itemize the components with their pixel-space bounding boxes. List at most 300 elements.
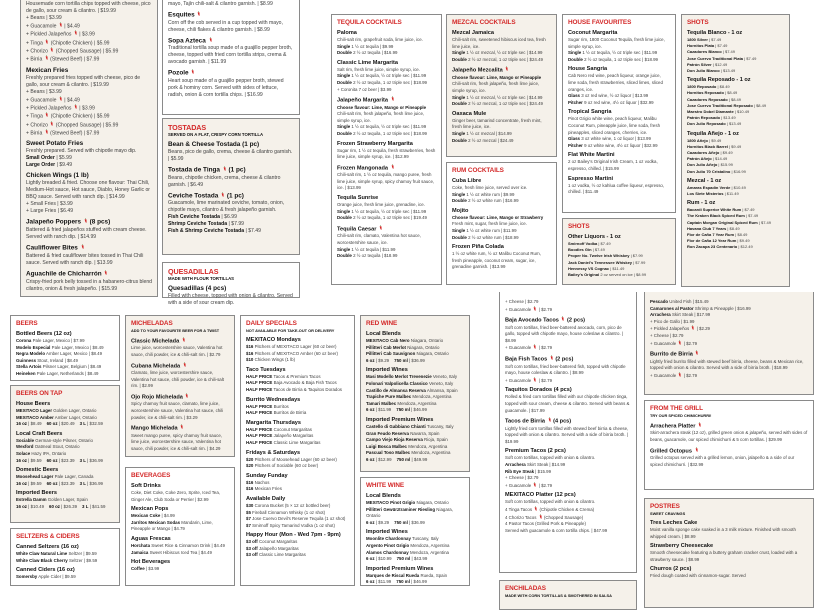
line-label: Double [337, 215, 352, 221]
line-text: Nachos [254, 479, 270, 485]
menu-line [246, 440, 349, 447]
item-title: Canned Ciders (16 oz) [16, 567, 75, 574]
price-value: | $43.99 [411, 556, 428, 562]
chili-pepper-icon [698, 422, 701, 430]
menu-line [568, 136, 670, 143]
menu-item [16, 567, 114, 581]
line-label: Pitcher [568, 99, 583, 105]
line-text: | $12.49 [712, 61, 728, 67]
item-name [505, 355, 631, 363]
line-text: | $3.99 [145, 566, 160, 572]
item-name [505, 417, 631, 425]
item-title: Tequila Blanco - 1 oz [687, 30, 743, 36]
menu-line [26, 112, 152, 120]
line-text: 9 oz red wine, 4½ oz liquor | $32.99 [584, 99, 654, 105]
menu-item [168, 11, 294, 34]
line-text: Almansa, Spain [426, 387, 458, 393]
line-text: 2 ½ oz tequila, 1 oz triple sec | $18.99 [584, 56, 659, 62]
menu-line [246, 374, 349, 381]
menu-line [337, 253, 436, 260]
item-name [366, 529, 464, 536]
line-text: | $9.49 [737, 238, 750, 244]
section-title: SHOTS [687, 19, 709, 26]
menu-line: + Coronita 7 oz beer | $3.99 [337, 86, 392, 92]
line-text: + Guacamole [505, 377, 532, 383]
menu-item [687, 77, 784, 127]
menu-item [246, 367, 349, 394]
menu-item [26, 218, 152, 241]
menu-line [26, 155, 152, 162]
menu-line [16, 574, 114, 581]
price-size: 6 oz [366, 456, 375, 462]
menu-item [452, 208, 551, 241]
price-size: 60 oz [49, 503, 60, 509]
item-description: 2 oz Bailey's Original Irish Cream, 1 oz vodka, espresso, chilled. | $15.99 [568, 159, 658, 171]
chili-pepper-icon [183, 362, 186, 370]
item-description: Chili-salt rim, clamato, Valentina hot sauce, worcestershire sauce, ice. [337, 233, 421, 245]
item-description: Spicy chamoy fruit sauce, clamato, lime juice, worcestershire sauce, Valentina hot sauce, chili powder, ice & chili-salt rim. | $3.29 [131, 401, 224, 420]
item-name [452, 178, 551, 185]
line-text: | $2.79 [538, 482, 553, 488]
menu-line [568, 143, 670, 150]
menu-item [337, 30, 436, 57]
menu-line [568, 50, 670, 57]
line-text: | $15.99 [718, 162, 733, 168]
item-title: Tequila Reposado - 1 oz [687, 77, 751, 84]
menu-line [16, 481, 114, 488]
menu-item [366, 529, 464, 562]
menu-line [337, 209, 436, 216]
price-value: | $36.99 [409, 357, 425, 363]
line-text: | $3.99 [79, 31, 95, 38]
item-description: 1 oz vodka, ½ oz kahlua coffee liqueur, espresso, chilled. | $11.49 [568, 182, 665, 195]
item-title: Sopa Azteca [168, 37, 206, 45]
item-name [650, 447, 808, 455]
line-label: Single [452, 50, 466, 56]
section-title: WHITE WINE [366, 482, 405, 489]
price-value: | $26.39 [61, 503, 78, 509]
line-text: | $8.49 [728, 96, 741, 102]
price-value: | $49.99 [411, 456, 428, 462]
item-name [366, 367, 464, 374]
line-label: Luigi Bosca Malbec [366, 443, 407, 449]
menu-item [366, 367, 464, 414]
item-description: Skirt-arrachera steak (12 oz), grilled green onion & jalapeño, served with sides of beans, guacamole, our spiced chimichurri & 5 corn tortillas. | $29.99 [650, 430, 808, 443]
menu-line [16, 338, 114, 345]
chili-pepper-icon [180, 424, 183, 432]
item-title: Strawberry Cheesecake [650, 543, 714, 550]
section-title: BEERS [16, 320, 38, 327]
line-label: Hornitos Black Barrel [687, 143, 728, 149]
menu-line [246, 516, 349, 523]
line-label: Single [337, 43, 351, 49]
item-name [505, 387, 631, 394]
line-label: $3 off [246, 539, 258, 545]
line-label: HALF PRICE [246, 433, 273, 439]
item-name [168, 37, 294, 46]
price-value: | $9.29 [375, 519, 390, 525]
line-text: Jose Cuervo Devil's Reserve Tequila (1 oz shot) [252, 516, 346, 522]
item-title: Bottled Beers (12 oz) [16, 331, 72, 337]
line-text: (Chopped Sausage) [543, 514, 584, 520]
price-option [47, 481, 75, 486]
menu-line [16, 408, 114, 415]
menu-line [452, 50, 551, 57]
price-value: | $9.59 [28, 480, 42, 486]
line-text: 1 ½ oz tequila | $9.99 [351, 43, 394, 49]
menu-line [650, 312, 808, 319]
price-value: | $10.49 [28, 503, 45, 509]
line-text: Veneto, Italy [428, 380, 454, 386]
section-subtitle: TRY OUR SPICED CHIMICHURRI! [650, 413, 712, 418]
menu-item [168, 69, 294, 99]
price-option [47, 458, 75, 463]
menu-line: + Cheese | $2.79 [650, 332, 684, 338]
line-text: + Guacamole [650, 372, 677, 378]
line-text: Pitchers of MEXITACO Lager (60 oz beer) [254, 344, 337, 349]
line-label: Single [452, 227, 466, 233]
menu-line [366, 407, 464, 414]
menu-item [337, 96, 436, 137]
menu-line [452, 215, 551, 222]
line-text: 2 ½ oz tequila, 1 oz triple sec | $18.99 [353, 131, 428, 137]
menu-line [16, 451, 114, 458]
menu-item [337, 141, 436, 161]
line-label: Smirnoff Vodka [568, 241, 598, 246]
item-name [246, 367, 349, 374]
menu-section-beers [10, 315, 120, 381]
item-title: Imported Premium Wines [366, 416, 434, 423]
price-option [80, 421, 103, 426]
item-title: Sweet Potato Fries [26, 140, 84, 148]
section-title: RUM COCKTAILS [452, 167, 504, 174]
menu-line [246, 410, 349, 417]
menu-item [26, 67, 152, 138]
line-label: Rib Eye Steak [505, 468, 535, 474]
item-name [168, 285, 294, 293]
menu-line [366, 431, 464, 438]
menu-line [687, 169, 784, 175]
item-title: Fridays & Saturdays [246, 449, 301, 456]
menu-line [366, 394, 464, 401]
menu-item [26, 0, 152, 64]
item-name [366, 331, 464, 338]
item-title: Grilled Octopus [650, 448, 692, 455]
item-title: Ojo Rojo Michelada [131, 394, 183, 401]
chili-pepper-icon [533, 377, 536, 385]
item-description: Soft corn tortillas, fried beer-battered avocado, corn, pico de gallo, topped with chipotle mayo, house coleslaw & cilantro. | $8.99 [505, 324, 624, 343]
item-description: Chili-salt rim, sweetened hibiscus iced tea, fresh lime juice, ice. [452, 37, 546, 49]
line-text: | $8.49 [717, 84, 730, 90]
item-description: Ginger beer, tamarind concentrate, fresh mint, fresh lime juice, ice. [452, 117, 542, 130]
item-title: Local Craft Beers [16, 430, 63, 437]
price-option [16, 421, 42, 426]
menu-line [26, 30, 152, 38]
line-label: Coffee [131, 566, 145, 572]
line-text: Mendoza, Argentina [409, 549, 449, 555]
menu-line [337, 124, 436, 131]
line-label: $10 [246, 357, 254, 363]
line-text: | $8.49 [735, 232, 748, 238]
line-text: Pale Lager, Netherlands | $8.49 [36, 370, 99, 376]
menu-item [131, 393, 229, 421]
line-text: Baja Avocado & Baja Fish Tacos [273, 380, 337, 386]
item-description: Lightly breaded & fried. Choose one flavour: Thai Chili, Medium-Hot sauce, Hot sauce, Diablo, Honey Garlic or BBQ sauce. Served with ranch dip. | $14.99 [26, 180, 150, 201]
menu-line [246, 404, 349, 411]
menu-item [168, 166, 294, 189]
item-description: Sweet mango puree, spicy chamoy fruit sauce, lime juice, worcestershire sauce, Valentina hot sauce, chili powder, ice & chili-salt rim. | $4.29 [131, 432, 223, 451]
line-label: Hennessy VS Cognac [568, 265, 610, 271]
chili-pepper-icon [221, 192, 224, 200]
price-value: | $8.49 [28, 421, 42, 427]
menu-line: + Beans | $3.99 [26, 88, 62, 95]
line-label: Double [452, 198, 467, 204]
item-name [168, 69, 294, 78]
item-title: Bean & Cheese Tostada (1 pc) [168, 141, 260, 148]
menu-section-beers-on-tap [10, 385, 120, 523]
line-label: Patrón Reposado [687, 115, 721, 121]
line-label: HALF PRICE [246, 386, 273, 392]
line-text: + Birria [26, 56, 43, 63]
menu-line [246, 457, 349, 464]
menu-item [568, 234, 670, 278]
line-text: Skirt Steak | $17.99 [671, 312, 711, 318]
menu-item [168, 285, 294, 307]
line-text: | $7.49 [758, 219, 771, 225]
item-name [168, 141, 294, 149]
menu-item [505, 448, 631, 489]
menu-line: + Beans | $3.99 [26, 15, 62, 21]
menu-line [650, 306, 808, 313]
menu-line [366, 556, 464, 563]
chili-pepper-icon [50, 121, 53, 129]
menu-section-burritos [644, 292, 814, 395]
line-label: Corona [16, 338, 32, 343]
price-size: 750 ml [394, 357, 408, 363]
menu-item [16, 431, 114, 464]
price-size: 16 oz [16, 457, 27, 463]
item-name [26, 67, 152, 75]
line-text: | $2.29 [696, 326, 711, 332]
item-description: Corn off the cob served in a cup topped with mayo, cheese, chili flakes & cilantro garnish. | $8.99 [168, 19, 283, 33]
chili-pepper-icon [197, 11, 200, 19]
menu-line: + Pico de Gallo | $1.99 [650, 318, 695, 324]
item-description: Lightly fried burrito filled with stewed beef birria, cheese, beans & Mexican rice, topped with onion & cilantro. Served with a side of birria broth. | $18.99 [650, 358, 804, 371]
menu-line [687, 244, 784, 250]
item-title: Mexican Pops [131, 506, 169, 513]
line-text: | $2.79 [538, 377, 553, 383]
menu-item [452, 66, 551, 107]
line-label: Havana Club 7 Years [687, 225, 727, 231]
line-text: Pale Lager, Mexico | $8.49 [51, 344, 104, 350]
item-title: Cubana Michelada [131, 363, 181, 370]
line-label: Single [337, 208, 351, 214]
item-title: Margarita Thursdays [246, 419, 302, 426]
line-text: | $7.49 [709, 37, 722, 42]
price-value: | $12.99 [375, 456, 392, 462]
line-label: Mexican Coke [131, 513, 161, 519]
price-option [366, 520, 389, 525]
item-description: Grilled octopus served with a grilled lemon, onion, jalapeño & a side of our spiced chimichurri. | $32.99 [650, 455, 795, 467]
menu-line [366, 351, 464, 358]
price-value: | $23.39 [58, 457, 75, 463]
line-text: (Chopped Sausage) | $5.99 [55, 122, 119, 129]
chili-pepper-icon [695, 447, 698, 455]
menu-line [26, 55, 152, 63]
chili-pepper-icon [505, 66, 508, 74]
menu-line [131, 520, 229, 533]
item-description: Freshly prepared. Served with chipotle mayo dip. [26, 148, 137, 155]
line-text: | $8.49 [727, 225, 740, 231]
menu-line [16, 421, 114, 428]
section-title: QUESADILLAS [168, 267, 219, 276]
chili-pepper-icon [533, 482, 536, 490]
item-title: Imported Wines [366, 529, 408, 536]
chili-pepper-icon [391, 164, 394, 172]
line-text: + Tinga [26, 113, 43, 120]
menu-line [16, 458, 114, 465]
line-text: + Pickled Jalapeños [26, 105, 72, 112]
price-option [394, 520, 425, 525]
item-name [568, 152, 670, 159]
price-size: 60 oz [46, 421, 58, 427]
menu-line [246, 344, 349, 351]
menu-item [452, 111, 551, 144]
item-name [687, 131, 784, 138]
item-title: Jalapeño Margarita [337, 97, 388, 104]
price-option [16, 504, 44, 509]
price-value: | $11.99 [375, 407, 392, 413]
menu-line [452, 57, 551, 64]
menu-item [366, 331, 464, 364]
line-label: Wexford [16, 444, 34, 450]
menu-item [131, 559, 229, 573]
item-name [26, 244, 152, 253]
line-label: MEXITACO Lager [16, 408, 53, 413]
line-label: HALF PRICE [246, 410, 273, 416]
menu-line [568, 57, 670, 64]
menu-section-shots-tequila [681, 14, 790, 287]
section-subtitle: ADD TO YOUR FAVOURITE BEER FOR A TWIST [131, 328, 220, 333]
item-name [452, 208, 551, 215]
item-title: Imported Beers [16, 490, 58, 497]
price-size: 6 oz [366, 407, 375, 413]
price-option [16, 481, 42, 486]
line-label: $3 off [246, 552, 258, 558]
item-description: Soft corn tortillas, fried beer-battered fish, topped with chipotle mayo, house coleslaw & cilantro. | $8.99 [505, 363, 626, 376]
price-option [396, 579, 427, 584]
price-option [80, 458, 103, 463]
item-description: Smooth cheesecake featuring a buttery graham cracker crust, loaded with a strawberry sauce. | $8.99 [650, 550, 798, 562]
menu-item [168, 1, 294, 8]
item-name [366, 417, 464, 424]
line-text: Stout, Ireland | $8.49 [37, 357, 78, 363]
line-text: | $6.99 [221, 214, 237, 221]
menu-line [246, 523, 349, 530]
item-name [337, 30, 436, 37]
line-label: Trapiche Pure Malbec [366, 394, 412, 400]
item-title: Chicken Wings (1 lb) [26, 172, 89, 180]
item-name [16, 567, 114, 574]
item-name [452, 30, 551, 37]
section-title: SELTZERS & CIDERS [16, 533, 80, 540]
menu-line [16, 345, 114, 352]
line-text: Niagara, Ontario [410, 338, 444, 343]
line-label: Hornitos Plata [687, 43, 715, 49]
line-label: Los Siete Misterios [687, 191, 724, 197]
item-name [337, 195, 436, 202]
menu-item [505, 417, 631, 445]
item-name [366, 566, 464, 573]
line-text: Tuscany, Italy [426, 423, 454, 429]
menu-line [16, 504, 114, 511]
line-label: Double [452, 56, 467, 62]
menu-line: + Cheese | $2.79 [505, 299, 539, 304]
price-value: | $36.99 [409, 519, 425, 525]
line-text: 2 ½ oz mezcal | $24.49 [468, 137, 514, 143]
item-name [131, 362, 229, 370]
line-text: + Pickled Jalapeños [26, 31, 72, 38]
menu-line [366, 437, 464, 444]
menu-section-appetizers [20, 0, 158, 297]
item-title: Happy Hour (Mon - Wed 7pm - 9pm) [246, 532, 341, 539]
line-text: Niagara, Ontario [366, 506, 453, 519]
item-name [650, 350, 808, 358]
item-name [16, 331, 114, 338]
item-title: Burrito Wednesdays [246, 396, 301, 403]
line-label: Single [337, 73, 351, 79]
menu-item [16, 331, 114, 378]
line-text: | $7.49 [742, 207, 755, 213]
item-description: Housemade corn tortilla chips topped with cheese, pico de gallo, sour cream & cilantro. | $19.99 [26, 1, 151, 14]
item-title: Frozen Mangonada [337, 165, 388, 172]
price-size: 16 oz [16, 480, 27, 486]
price-value: | $10.99 [375, 556, 392, 562]
item-description: Soft corn tortillas, topped with onion & cilantro. [505, 499, 596, 505]
menu-line [131, 566, 229, 573]
menu-line [337, 73, 436, 80]
menu-line [246, 510, 349, 517]
chili-pepper-icon [539, 514, 542, 522]
item-title: Frozen Piña Colada [452, 244, 504, 251]
item-title: Taquitos Dorados (4 pcs) [505, 387, 572, 394]
line-text: Jalapeño Margaritas [258, 545, 299, 551]
line-text: | $11.49 [610, 265, 625, 271]
item-name [16, 431, 114, 438]
line-text: | $9.49 [729, 143, 742, 149]
item-description: Rolled & fried corn tortillas filled with our chipotle chicken tinga, topped with sour cream, cheese & cilantro. Served with beans & guacamole. | $17.99 [505, 394, 630, 413]
line-text: | $14.49 [712, 156, 728, 162]
line-text: | $13.49 [721, 115, 736, 121]
menu-line [366, 450, 464, 457]
item-title: Mexican Fries [26, 66, 69, 74]
line-label: Heineken [16, 370, 36, 376]
menu-line [168, 228, 294, 235]
item-title: Arrachera Platter [650, 423, 696, 430]
item-name [568, 30, 670, 37]
menu-section-tostadas [162, 118, 300, 255]
menu-item [650, 543, 808, 563]
item-name [131, 393, 229, 401]
menu-line [452, 228, 551, 235]
menu-line [26, 121, 152, 129]
line-label: Don Julio Añejo [687, 162, 718, 168]
section-title: BEERS ON TAP [16, 390, 63, 397]
menu-line [505, 306, 631, 314]
section-title: FROM THE GRILL [650, 405, 703, 412]
line-text: 2 ½ oz white rum | $16.99 [468, 198, 519, 204]
chili-pepper-icon [45, 129, 48, 137]
